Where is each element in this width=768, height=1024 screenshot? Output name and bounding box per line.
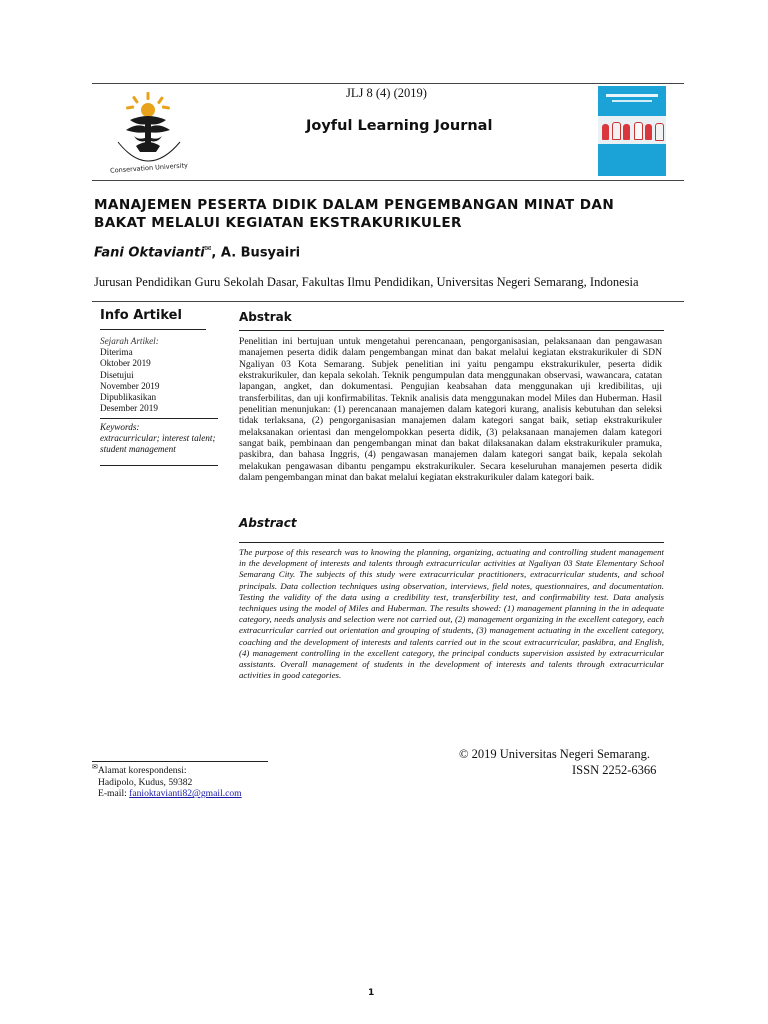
abstract-heading: Abstract	[239, 516, 297, 530]
copyright-notice: © 2019 Universitas Negeri Semarang.	[459, 747, 651, 761]
journal-volume: JLJ 8 (4) (2019)	[346, 86, 427, 100]
abstrak-heading-rule	[239, 330, 664, 331]
affiliation-rule	[92, 301, 684, 302]
co-authors: , A. Busyairi	[211, 245, 301, 261]
page-number: 1	[368, 988, 375, 998]
history-item: Dipublikasikan	[100, 392, 157, 403]
cover-title-decoration	[606, 94, 658, 97]
correspondence-block	[92, 762, 242, 800]
cover-figure	[602, 124, 609, 140]
keywords-block	[100, 422, 218, 456]
history-item: Desember 2019	[100, 403, 158, 414]
correspondence-address: Hadipolo, Kudus, 59382	[98, 776, 193, 788]
abstract-text: The purpose of this research was to knowing the planning, organizing, actuating and controlling student management in the development of interests and talents through extracurricular activities at Ngaliyan 03 State Elementary School Semarang City. The subjects of this study were extracurricular practitioners, extracurricular students, and school principals. Data collection techniques using observation, interviews, field notes, questionnaires, and documentation. Testing the validity of the data using a credibility test, transferbility test, and confirmability test. Data analysis techniques using the model of Miles and Huberman. The results showed: (1) management planning in the in adequate category, needs analysis and selection were not carried out, (2) management organizing in the excellent category, each extracurricular carried out orientation and grouping of students, (3) management actuating in the excellent category, coaching and the development of interests and talents carried out in the scout extracurricular, paskibra, and English, (4) management controlling in the excellent category, the principal conducts supervision assisted by extracurricular assistants. Overall management of students in the development of interests and talents through extracurricular activities in good categories.	[239, 547, 664, 681]
journal-cover-image	[598, 86, 666, 176]
correspondence-mark-icon: ✉	[204, 244, 212, 253]
article-title: MANAJEMEN PESERTA DIDIK DALAM PENGEMBANGAN MINAT DAN BAKAT MELALUI KEGIATAN EKSTRAKURIKULER	[94, 197, 615, 231]
issn: ISSN 2252-6366	[572, 763, 657, 777]
author-affiliation: Jurusan Pendidikan Guru Sekolah Dasar, Fakultas Ilmu Pendidikan, Universitas Negeri Semarang, Indonesia	[94, 275, 639, 289]
history-rule	[100, 418, 218, 419]
keywords-rule	[100, 465, 218, 466]
keywords-label: Keywords:	[100, 422, 140, 432]
cover-figure	[634, 122, 643, 140]
header-bottom-rule	[92, 180, 684, 181]
correspondence-label: Alamat korespondensi:	[97, 765, 187, 777]
cover-figure	[655, 123, 664, 141]
first-author: Fani Oktavianti	[94, 245, 205, 261]
info-artikel-heading: Info Artikel	[100, 308, 182, 323]
journal-name: Joyful Learning Journal	[306, 118, 493, 134]
logo-text: Conservation University	[109, 161, 189, 175]
cover-figure	[612, 122, 621, 140]
history-item: Diterima	[100, 347, 133, 358]
info-heading-rule	[100, 329, 206, 330]
keywords-text: extracurricular; interest talent; student management	[100, 433, 216, 455]
cover-subtitle-decoration	[612, 100, 652, 102]
article-authors	[94, 244, 300, 260]
email-label: E-mail:	[98, 788, 130, 800]
history-item: November 2019	[100, 380, 160, 391]
university-logo	[108, 90, 190, 176]
cover-figure	[645, 124, 652, 140]
header-top-rule	[92, 83, 684, 84]
abstract-heading-rule	[239, 542, 664, 543]
history-item: Oktober 2019	[100, 358, 151, 369]
history-item: Disetujui	[100, 369, 134, 380]
abstrak-heading: Abstrak	[239, 310, 292, 324]
cover-figure	[623, 124, 630, 140]
correspondence-mark-icon: ✉	[92, 763, 98, 771]
abstrak-text: Penelitian ini bertujuan untuk mengetahui perencanaan, pengorganisasian, pelaksanaan dan pengawasan manajemen peserta didik dalam pengembangan minat dan bakat melalui kegiatan ekstrakurikuler di SDN Ngaliyan 03 Kota Semarang. Subjek penelitian ini yaitu pengampu ekstrakurikuler, peserta didik ekstrakurikuler, dan kepala sekolah. Teknik pengumpulan data menggunakan observasi, wawancara, catatan lapangan, angket, dan dokumentasi. Pengujian keabsahan data menggunakan uji kredibilitas, uji transferbilitas, dan uji konfirmabilitas. Teknik analisis data menggunakan model Miles dan Huberman. Hasil penelitian menunjukan: (1) perencanaan manajemen dalam kategori kurang, analisis kebutuhan dan seleksi tidak terlaksana, (2) pengorganisasian manajemen dalam kategori sangat baik, setiap ekstrakurikuler melaksanakan orientasi dan mengelompokkan peserta didik, (3) pelaksanaan manajemen dalam kategori sangat baik, pembinaan dan pengembangan minat dan bakat dilaksanakan dalam ekstrakurikuler pramuka, paskibra, dan bahasa Inggris, (4) pengawasan manajemen dalam kategori sangat baik, kepala sekolah melakukan pengawasan dibantu pengampu ekstrakurikuler. Secara keseluruhan manajemen peserta didik dalam pengembangan minat dan bakat melalui kegiatan ekstrakurikuler dalam kategori baik.	[239, 336, 662, 484]
history-label: Sejarah Artikel:	[100, 336, 159, 346]
article-history	[100, 336, 210, 414]
email-link[interactable]: fanioktavianti82@gmail.com	[129, 788, 242, 800]
